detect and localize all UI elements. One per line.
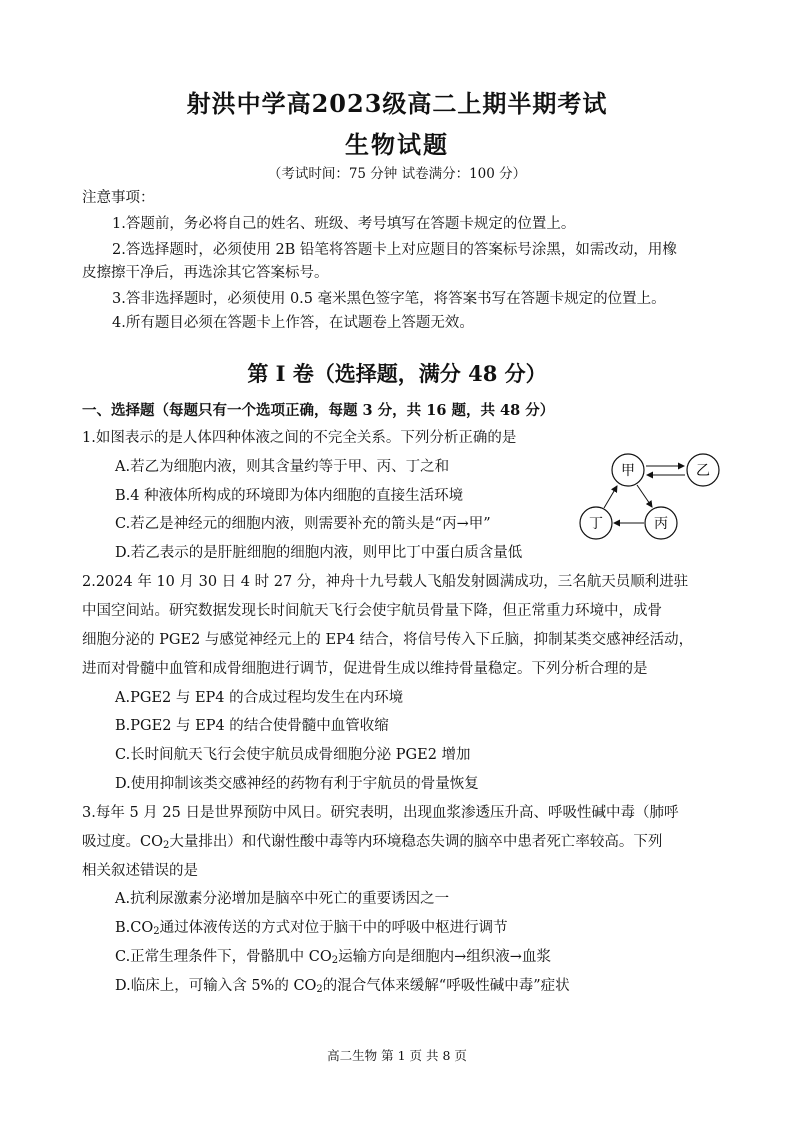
- note-item-2: 2.答选择题时，必须使用 2B 铅笔将答题卡上对应题目的答案标号涂黑，如需改动，用橡: [112, 242, 677, 258]
- q3-stem-line-3: 相关叙述错误的是: [82, 863, 198, 879]
- arrow-jia-to-bing: [637, 485, 652, 507]
- note-item-2-cont: 皮擦擦干净后，再选涂其它答案标号。: [82, 265, 329, 281]
- note-item-1: 1.答题前，务必将自己的姓名、班级、考号填写在答题卡规定的位置上。: [112, 216, 576, 232]
- q3-option-b: $B.CO_2$通过体液传送的方式对位于脑干中的呼吸中枢进行调节: [115, 920, 508, 937]
- node-yi-label: 乙: [696, 463, 710, 479]
- exam-info: （考试时间：75 分钟 试卷满分：100 分）: [267, 166, 527, 182]
- q1-option-c: C.若乙是神经元的细胞内液，则需要补充的箭头是“丙→甲”: [115, 516, 491, 532]
- node-jia-label: 甲: [621, 463, 635, 479]
- q2-stem-line-3: 细胞分泌的 PGE2 与感觉神经元上的 EP4 结合，将信号传入下丘脑，抑制某类交感神经活动，: [82, 632, 694, 648]
- exam-subject: 生物试题: [345, 130, 449, 159]
- page-footer: 高二生物 第 1 页 共 8 页: [327, 1048, 467, 1063]
- q3-option-a: A.抗利尿激素分泌增加是脑卒中死亡的重要诱因之一: [115, 891, 450, 907]
- q1-option-d: D.若乙表示的是肝脏细胞的细胞内液，则甲比丁中蛋白质含量低: [115, 545, 523, 561]
- notes-heading: 注意事项：: [82, 190, 155, 206]
- node-bing-label: 丙: [654, 516, 668, 532]
- q2-option-b: B.PGE2 与 EP4 的结合使骨髓中血管收缩: [115, 718, 389, 734]
- section-title: 第 I 卷（选择题，满分 48 分）: [247, 361, 547, 386]
- arrow-ding-to-jia: [604, 486, 617, 508]
- q3-stem-line-1: 3.每年 5 月 25 日是世界预防中风日。研究表明，出现血浆渗透压升高、呼吸性碱中毒（肺呼: [82, 805, 679, 821]
- q1-stem: 1.如图表示的是人体四种体液之间的不完全关系。下列分析正确的是: [82, 430, 517, 446]
- node-ding-label: 丁: [589, 516, 603, 532]
- q3-option-d: D.临床上，可输入含 5%的 $CO_2$的混合气体来缓解“呼吸性碱中毒”症状: [115, 978, 570, 995]
- note-item-4: 4.所有题目必须在答题卡上作答，在试题卷上答题无效。: [112, 315, 474, 331]
- q1-option-b: B.4 种液体所构成的环境即为体内细胞的直接生活环境: [115, 488, 464, 504]
- q3-stem-line-2: 吸过度。$CO_2$大量排出）和代谢性酸中毒等内环境稳态失调的脑卒中患者死亡率较高。下列: [82, 834, 663, 851]
- q2-option-c: C.长时间航天飞行会使宇航员成骨细胞分泌 PGE2 增加: [115, 747, 471, 763]
- q2-stem-line-1: 2.2024 年 10 月 30 日 4 时 27 分，神舟十九号载人飞船发射圆满成功，三名航天员顺利进驻: [82, 574, 689, 590]
- note-item-3: 3.答非选择题时，必须使用 0.5 毫米黑色签字笔，将答案书写在答题卡规定的位置上。: [112, 291, 666, 307]
- q2-option-d: D.使用抑制该类交感神经的药物有利于宇航员的骨量恢复: [115, 776, 479, 792]
- exam-title: 射洪中学高2023级高二上期半期考试: [186, 89, 608, 118]
- q2-stem-line-2: 中国空间站。研究数据发现长时间航天飞行会使宇航员骨量下降，但正常重力环境中，成骨: [82, 603, 662, 619]
- q1-option-a: A.若乙为细胞内液，则其含量约等于甲、丙、丁之和: [115, 459, 450, 475]
- q2-option-a: A.PGE2 与 EP4 的合成过程均发生在内环境: [115, 690, 404, 706]
- part-heading: 一、选择题（每题只有一个选项正确，每题 3 分，共 16 题，共 48 分）: [82, 402, 555, 419]
- q2-stem-line-4: 进而对骨髓中血管和成骨细胞进行调节，促进骨生成以维持骨量稳定。下列分析合理的是: [82, 661, 648, 677]
- q3-option-c: C.正常生理条件下，骨骼肌中 $CO_2$运输方向是细胞内→组织液→血浆: [115, 949, 551, 966]
- body-fluid-diagram: [574, 448, 724, 544]
